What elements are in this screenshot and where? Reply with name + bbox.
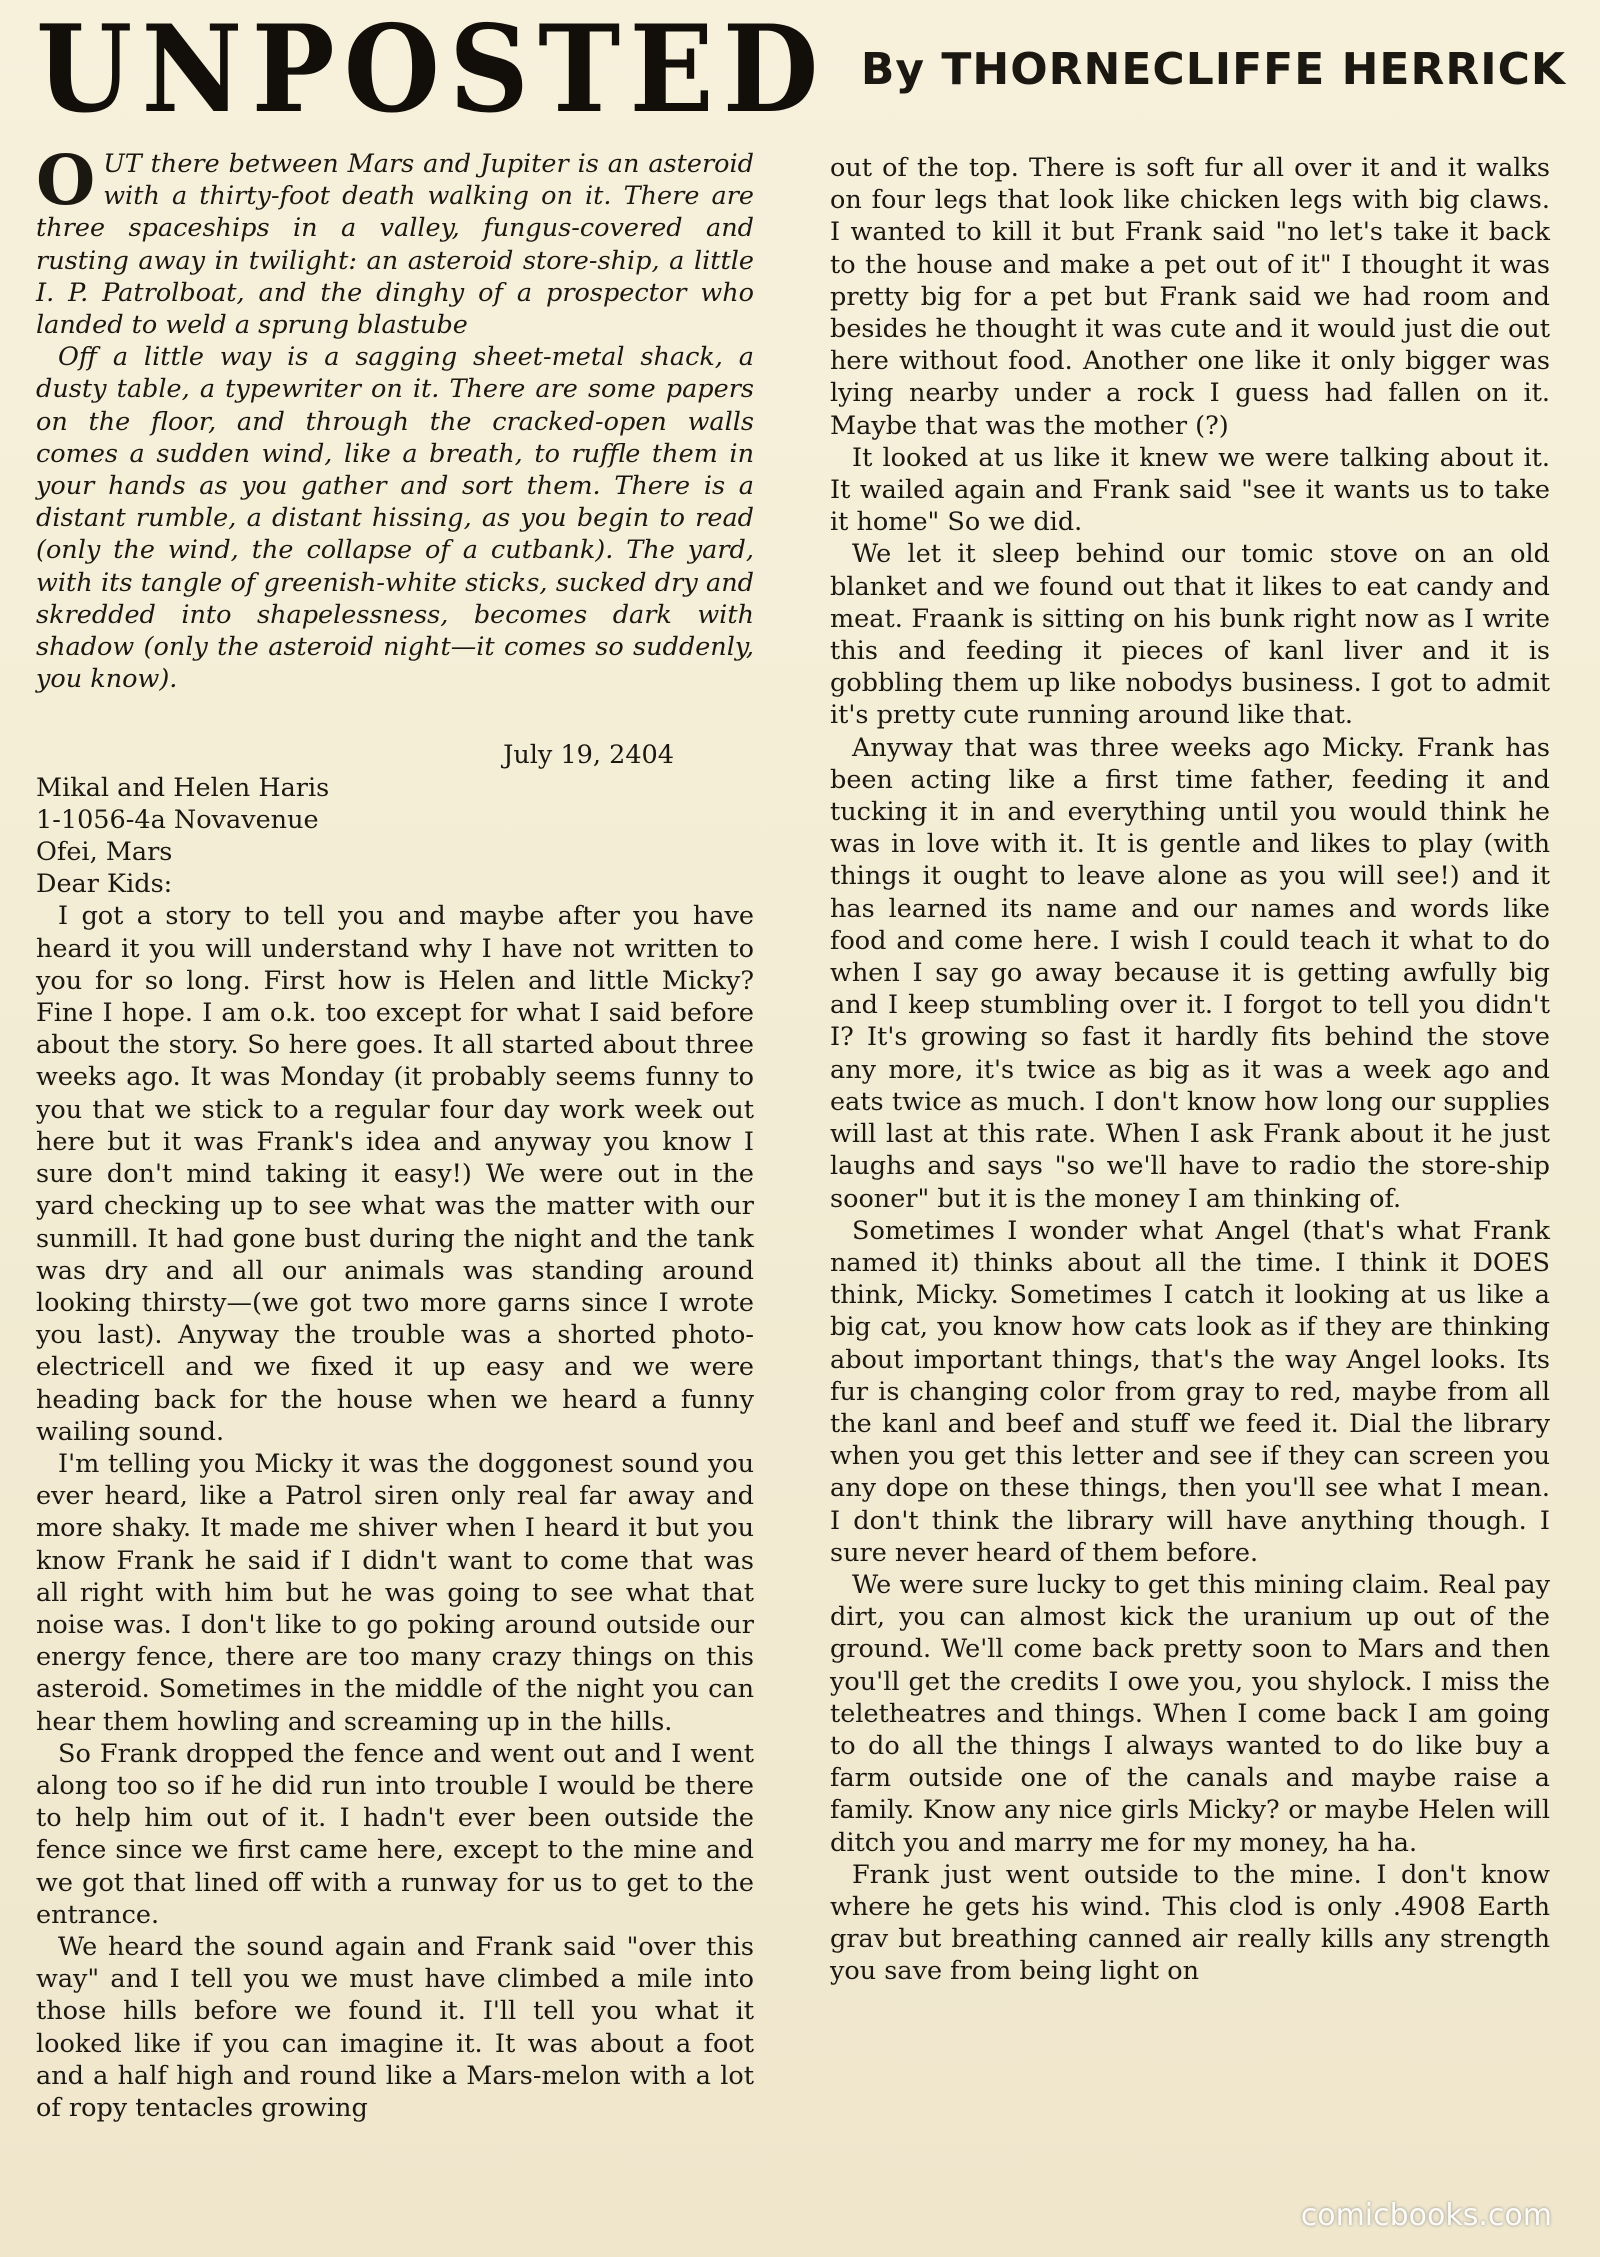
address-line: Mikal and Helen Haris xyxy=(36,772,330,803)
body-paragraph: I got a story to tell you and maybe after you have heard it you will understand why I have not written to you for so long. First how is Helen and little Micky? Fine I hope. I am o.k. too except for what I said before about the story. So here goes. It all started about three weeks ago. It was Monday (it probably seems funny to you that we stick to a regular four day work week out here but it was Frank's idea and anyway you know I sure don't mind taking it easy!) We were out in the yard checking up to see what was the matter with our sunmill. It had gone bust during the night and the tank was dry and all our animals was standing around looking thirsty—(we got two more garns since I wrote you last). Anyway the trouble was a shorted photo-electricell and we fixed it up easy and we were heading back for the house when we heard a funny wailing sound. xyxy=(36,901,754,1447)
intro-paragraph: OUT there between Mars and Jupiter is an asteroid with a thirty-foot death walking on it. There are three spaceships in a valley, fungus-covered and rusting away in twilight: an asteroid store-ship, a little I. P. Patrolboat, and the dinghy of a prospector who landed to weld a sprung blastube xyxy=(36,141,754,341)
story-title: UNPOSTED xyxy=(36,0,828,140)
salutation: Dear Kids: xyxy=(36,869,173,900)
left-column xyxy=(36,141,754,2124)
body-paragraph: We were sure lucky to get this mining claim. Real pay dirt, you can almost kick the uranium up out of the ground. We'll come back pretty soon to Mars and then you'll get the credits I owe you, you shylock. I miss the teletheatres and things. When I come back I am going to do all the things I always wanted to do like buy a farm outside one of the canals and maybe raise a family. Know any nice girls Micky? or maybe Helen will ditch you and marry me for my money, ha ha. xyxy=(830,1569,1550,1858)
body-paragraph: We let it sleep behind our tomic stove on an old blanket and we found out that it likes to eat candy and meat. Fraank is sitting on his bunk right now as I write this and feeding it pieces of kanl liver and it is gobbling them up like nobodys business. I got to admit it's pretty cute running around like that. xyxy=(830,539,1550,731)
body-paragraph: Anyway that was three weeks ago Micky. Frank has been acting like a first time father, feeding it and tucking it in and everything until you would think he was in love with it. It is gentle and likes to play (with things it ought to leave alone as you will see!) and it has learned its name and our names and words like food and come here. I wish I could teach it what to do when I say go away because it is getting awfully big and I keep stumbling over it. I forgot to tell you didn't I? It's growing so fast it hardly fits behind the stove any more, it's twice as big as it was a week ago and eats twice as much. I don't know how long our supplies will last at this rate. When I ask Frank about it he just laughs and says "so we'll have to radio the store-ship sooner" but it is the money I am thinking of. xyxy=(830,732,1550,1214)
body-paragraph: We heard the sound again and Frank said "over this way" and I tell you we must have climbed a mile into those hills before we found it. I'll tell you what it looked like if you can imagine it. It was about a foot and a half high and round like a Mars-melon with a lot of ropy tentacles growing xyxy=(36,1931,754,2123)
author-byline: By THORNECLIFFE HERRICK xyxy=(860,44,1566,95)
story-header xyxy=(36,0,1566,140)
body-paragraph: It looked at us like it knew we were talking about it. It wailed again and Frank said "see it wants us to take it home" So we did. xyxy=(830,442,1550,538)
drop-cap: O xyxy=(36,141,96,221)
body-paragraph: Sometimes I wonder what Angel (that's what Frank named it) thinks about all the time. I think it DOES think, Micky. Sometimes I catch it looking at us like a big cat, you know how cats look as if they are thinking about important things, that's the way Angel looks. Its fur is changing color from gray to red, maybe from all the kanl and beef and stuff we feed it. Dial the library when you get this letter and see if they can screen you any dope on these things, then you'll see what I mean. I don't think the library will have anything though. I sure never heard of them before. xyxy=(830,1215,1550,1568)
address-line: Ofei, Mars xyxy=(36,837,173,868)
right-column xyxy=(830,152,1550,1988)
intro-paragraph: Off a little way is a sagging sheet-metal shack, a dusty table, a typewriter on it. There are some papers on the floor, and through the cracked-open walls comes a sudden wind, like a breath, to ruffle them in your hands as you gather and sort them. There is a distant rumble, a distant hissing, as you begin to read (only the wind, the collapse of a cutbank). The yard, with its tangle of greenish-white sticks, sucked dry and skredded into shapelessness, becomes dark with shadow (only the asteroid night—it comes so suddenly, you know). xyxy=(36,342,754,695)
letter-date: July 19, 2404 xyxy=(503,740,674,771)
body-paragraph: Frank just went outside to the mine. I don't know where he gets his wind. This clod is only .4908 Earth grav but breathing canned air really kills any strength you save from being light on xyxy=(830,1859,1550,1987)
body-paragraph: out of the top. There is soft fur all over it and it walks on four legs that look like chicken legs with big claws. I wanted to kill it but Frank said "no let's take it back to the house and make a pet out of it" I thought it was pretty big for a pet but Frank said we had room and besides he thought it was cute and it would just die out here without food. Another one like it only bigger was lying nearby under a rock I guess had fallen on it. Maybe that was the mother (?) xyxy=(830,153,1550,441)
address-line: 1-1056-4a Novavenue xyxy=(36,804,319,835)
letter-address xyxy=(36,772,754,901)
body-paragraph: I'm telling you Micky it was the doggonest sound you ever heard, like a Patrol siren only real far away and more shaky. It made me shiver when I heard it but you know Frank he said if I didn't want to come that was all right with him but he was going to see what that noise was. I don't like to go poking around outside our energy fence, there are too many crazy things on this asteroid. Sometimes in the middle of the night you can hear them howling and screaming up in the hills. xyxy=(36,1448,754,1737)
letter-body-left xyxy=(36,900,754,2124)
intro-section xyxy=(36,141,754,695)
site-watermark: comicbooks.com xyxy=(1300,2198,1552,2233)
body-paragraph: So Frank dropped the fence and went out and I went along too so if he did run into trouble I would be there to help him out of it. I hadn't ever been outside the fence since we first came here, except to the mine and we got that lined off with a runway for us to get to the entrance. xyxy=(36,1738,754,1930)
letter-body-right xyxy=(830,152,1550,1988)
